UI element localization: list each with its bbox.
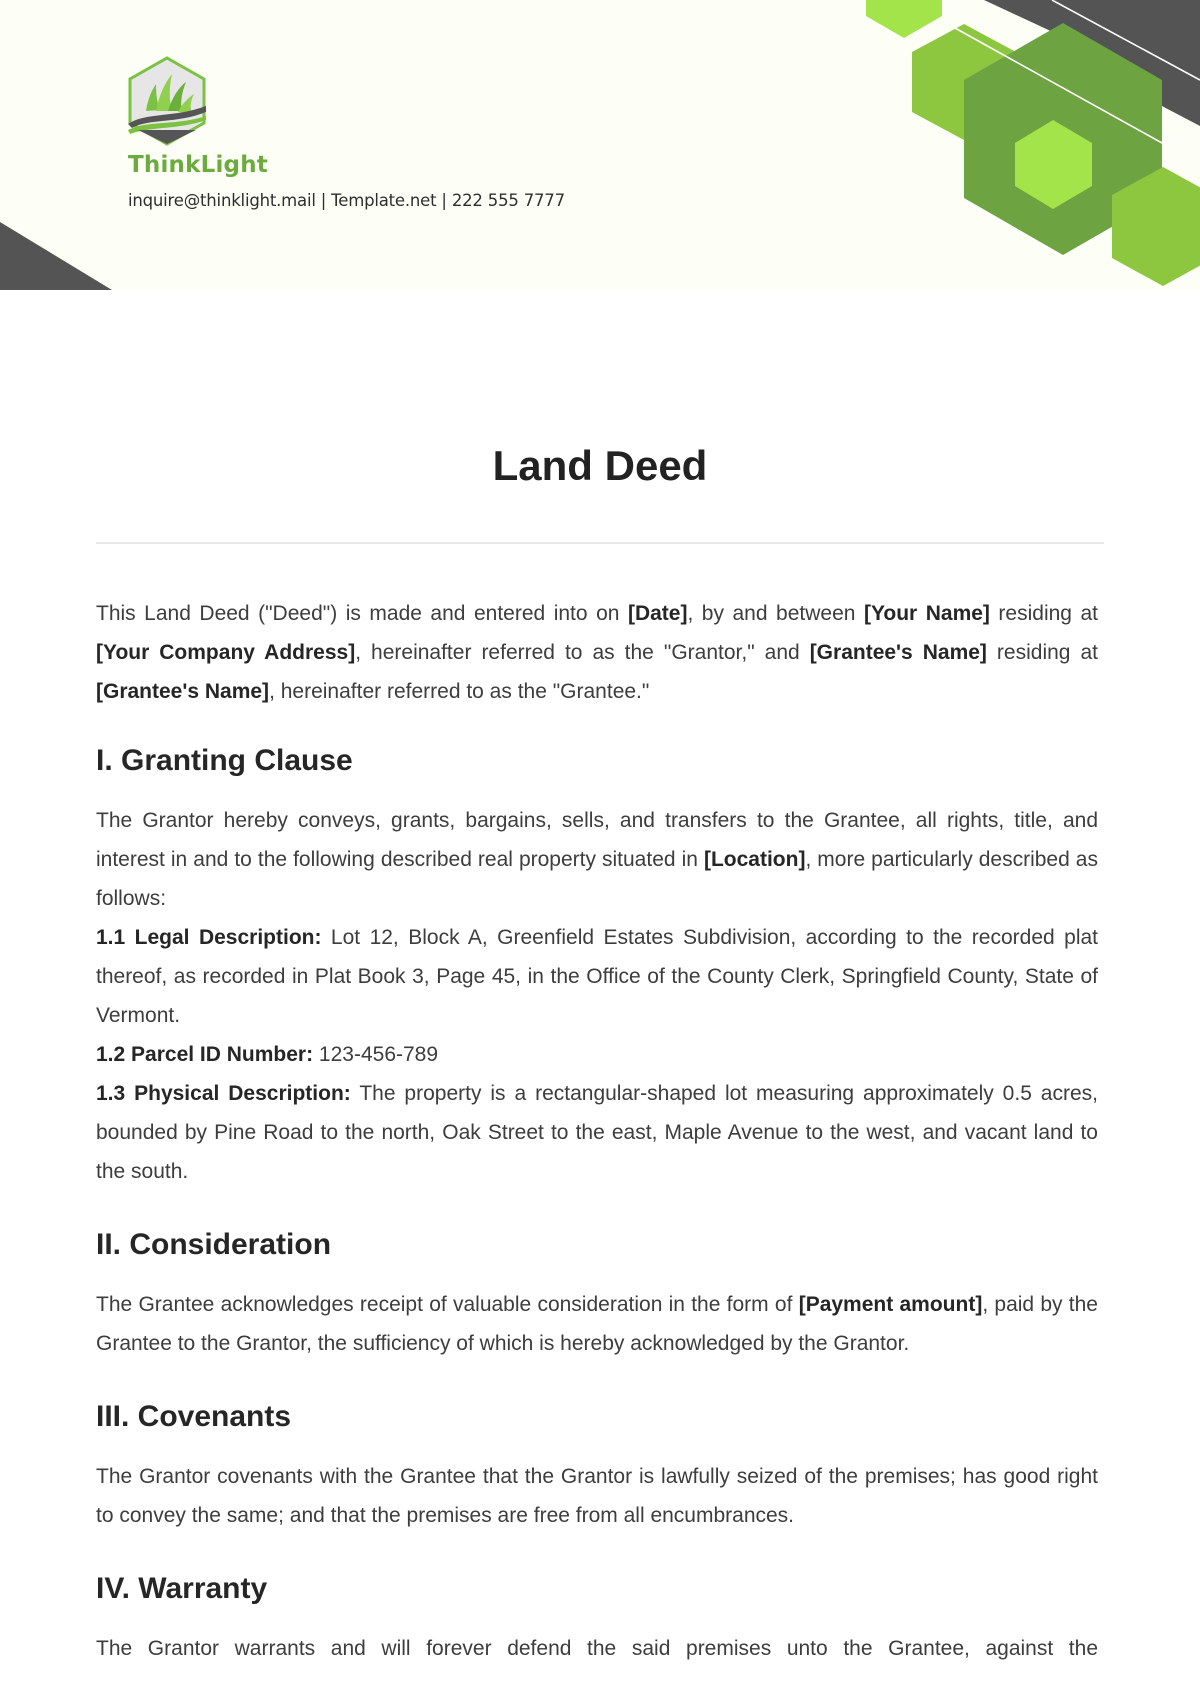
document-title: Land Deed (492, 442, 708, 489)
clause-label: 1.1 Legal Description: (96, 926, 322, 949)
section-heading: II. Consideration (96, 1228, 332, 1261)
intro-text: residing at (986, 641, 1098, 664)
section-heading: IV. Warranty (96, 1572, 268, 1605)
hexagon-bright-top (866, 0, 942, 38)
contact-line: inquire@thinklight.mail | Template.net | 222 555 7777 (128, 191, 565, 210)
intro-text: residing at (989, 602, 1098, 625)
payment-amount-placeholder: [Payment amount] (798, 1293, 983, 1316)
paragraph-text: The Grantee acknowledges receipt of valuable consideration in the form of (96, 1293, 799, 1316)
section-paragraph: The Grantor warrants and will forever defend the said premises unto the Grantee, against the (96, 1637, 1098, 1660)
clause-item (96, 1074, 1098, 1191)
intro-text: , hereinafter referred to as the "Grantee." (269, 680, 650, 703)
clause-text: 123-456-789 (313, 1043, 439, 1066)
intro-text: , hereinafter referred to as the "Grantor," and (355, 641, 810, 664)
clause-text: Lot 12, Block A, Greenfield Estates Subdivision, according to the recorded plat thereof, as recorded in Plat Book 3, Page 45, in the Office of the County Clerk, Springfield County, State of Vermont. (96, 926, 1098, 1027)
section-heading: III. Covenants (96, 1400, 292, 1433)
grantee-name-placeholder: [Grantee's Name] (809, 641, 987, 664)
section-heading: I. Granting Clause (96, 744, 353, 777)
grantee-address-placeholder: [Grantee's Name] (96, 680, 270, 703)
section-warranty (96, 1571, 1098, 1668)
clause-text: The property is a rectangular-shaped lot measuring approximately 0.5 acres, bounded by Pine Road to the north, Oak Street to the east, Maple Avenue to the west, and vacant land to the south. (96, 1082, 1098, 1183)
title-divider (96, 542, 1104, 544)
section-covenants (96, 1399, 1098, 1535)
date-placeholder: [Date] (627, 602, 688, 625)
intro-text: , by and between (687, 602, 864, 625)
paragraph-text: , paid by the Grantee to the Grantor, the sufficiency of which is hereby acknowledged by the Grantor. (96, 1293, 1098, 1355)
company-address-placeholder: [Your Company Address] (96, 641, 356, 664)
section-paragraph: The Grantor covenants with the Grantee that the Grantor is lawfully seized of the premises; has good right to convey the same; and that the premises are free from all encumbrances. (96, 1465, 1098, 1527)
section-granting-clause (96, 743, 1098, 1191)
section-paragraph (96, 801, 1098, 918)
clause-label: 1.3 Physical Description: (96, 1082, 351, 1105)
section-paragraph (96, 1285, 1098, 1363)
location-placeholder: [Location] (703, 848, 806, 871)
intro-paragraph (96, 594, 1098, 711)
letterhead (0, 0, 1200, 290)
paragraph-text: , more particularly described as follows: (96, 848, 1098, 910)
your-name-placeholder: [Your Name] (863, 602, 990, 625)
paragraph-text: The Grantor hereby conveys, grants, bargains, sells, and transfers to the Grantee, all rights, title, and interest in and to the following described real property situated in (96, 809, 1098, 871)
thinklight-logo-icon (126, 56, 208, 146)
document-body (96, 594, 1098, 1668)
section-consideration (96, 1227, 1098, 1363)
brand-name: ThinkLight (128, 152, 268, 178)
clause-item (96, 1035, 1098, 1074)
intro-text: This Land Deed ("Deed") is made and entered into on (96, 602, 628, 625)
left-dark-triangle (0, 222, 112, 290)
clause-item (96, 918, 1098, 1035)
clause-label: 1.2 Parcel ID Number: (96, 1043, 314, 1066)
